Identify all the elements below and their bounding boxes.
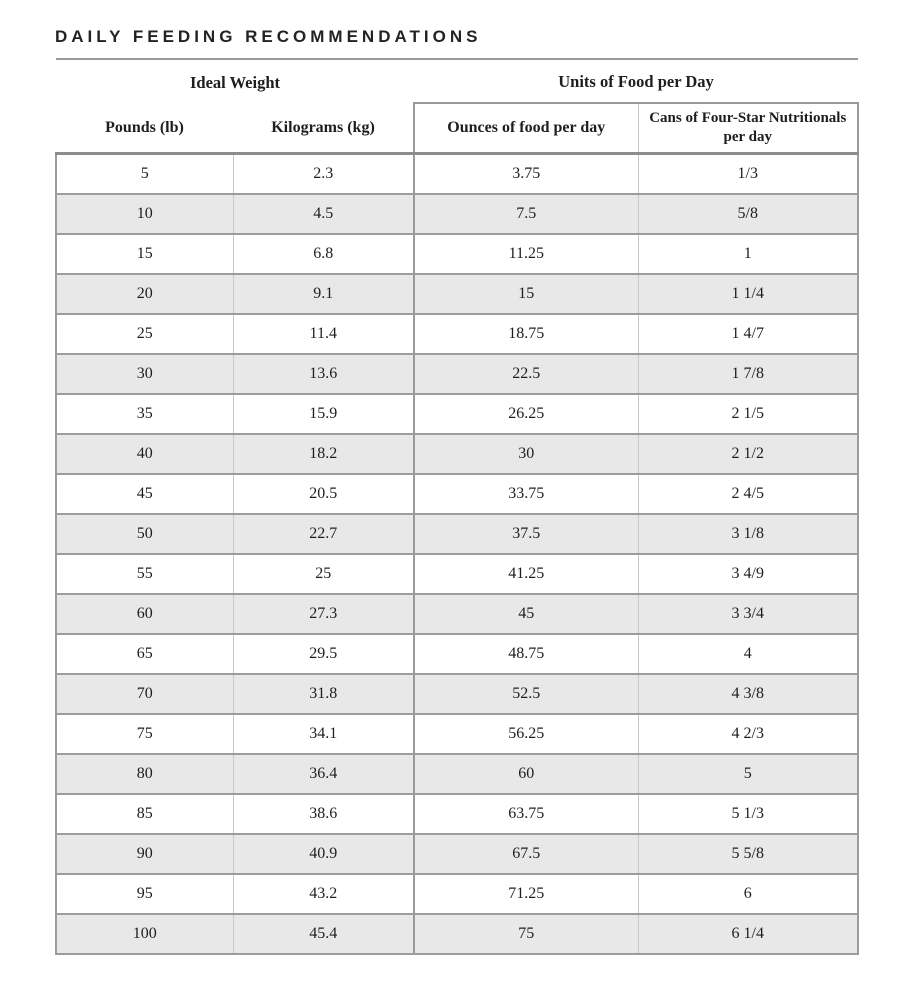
- table-cell: 30: [414, 434, 638, 474]
- table-cell: 6.8: [233, 234, 414, 274]
- table-cell: 20.5: [233, 474, 414, 514]
- group-header-units-of-food-per-day: Units of Food per Day: [414, 59, 858, 103]
- table-cell: 4.5: [233, 194, 414, 234]
- table-cell: 100: [56, 914, 233, 954]
- table-cell: 2 1/2: [638, 434, 858, 474]
- table-cell: 40.9: [233, 834, 414, 874]
- table-head: [56, 59, 858, 154]
- table-cell: 3 1/8: [638, 514, 858, 554]
- table-cell: 5 1/3: [638, 794, 858, 834]
- table-cell: 85: [56, 794, 233, 834]
- table-cell: 20: [56, 274, 233, 314]
- table-cell: 52.5: [414, 674, 638, 714]
- table-cell: 70: [56, 674, 233, 714]
- page-title: DAILY FEEDING RECOMMENDATIONS: [55, 27, 482, 46]
- table-cell: 38.6: [233, 794, 414, 834]
- table-body: [56, 154, 858, 955]
- table-cell: 4: [638, 634, 858, 674]
- table-cell: 22.7: [233, 514, 414, 554]
- table-cell: 34.1: [233, 714, 414, 754]
- table-cell: 3.75: [414, 154, 638, 195]
- table-row: [56, 154, 858, 195]
- table-cell: 27.3: [233, 594, 414, 634]
- table-cell: 5: [638, 754, 858, 794]
- table-row: [56, 434, 858, 474]
- table-row: [56, 754, 858, 794]
- table-cell: 37.5: [414, 514, 638, 554]
- table-row: [56, 514, 858, 554]
- table-cell: 9.1: [233, 274, 414, 314]
- table-cell: 30: [56, 354, 233, 394]
- table-cell: 1: [638, 234, 858, 274]
- table-cell: 26.25: [414, 394, 638, 434]
- table-cell: 3 3/4: [638, 594, 858, 634]
- table-cell: 6: [638, 874, 858, 914]
- table-cell: 67.5: [414, 834, 638, 874]
- table-row: [56, 914, 858, 954]
- table-row: [56, 354, 858, 394]
- table-cell: 43.2: [233, 874, 414, 914]
- table-row: [56, 474, 858, 514]
- table-cell: 75: [414, 914, 638, 954]
- table-cell: 75: [56, 714, 233, 754]
- table-cell: 2 1/5: [638, 394, 858, 434]
- table-cell: 6 1/4: [638, 914, 858, 954]
- table-cell: 80: [56, 754, 233, 794]
- table-cell: 45: [56, 474, 233, 514]
- table-cell: 45.4: [233, 914, 414, 954]
- table-cell: 5: [56, 154, 233, 195]
- table-cell: 25: [56, 314, 233, 354]
- table-row: [56, 674, 858, 714]
- table-cell: 29.5: [233, 634, 414, 674]
- table-cell: 25: [233, 554, 414, 594]
- table-row: [56, 234, 858, 274]
- column-header-row: [56, 103, 858, 154]
- table-cell: 2.3: [233, 154, 414, 195]
- table-cell: 41.25: [414, 554, 638, 594]
- column-header-cans-per-day: Cans of Four-Star Nutritionals per day: [638, 103, 858, 154]
- table-row: [56, 554, 858, 594]
- table-row: [56, 714, 858, 754]
- table-cell: 22.5: [414, 354, 638, 394]
- table-cell: 11.25: [414, 234, 638, 274]
- table-row: [56, 594, 858, 634]
- feeding-table: [55, 58, 859, 955]
- table-row: [56, 394, 858, 434]
- column-header-kilograms: Kilograms (kg): [233, 103, 414, 154]
- table-cell: 71.25: [414, 874, 638, 914]
- group-header-row: [56, 59, 858, 103]
- table-cell: 65: [56, 634, 233, 674]
- table-cell: 56.25: [414, 714, 638, 754]
- table-cell: 15: [414, 274, 638, 314]
- table-cell: 40: [56, 434, 233, 474]
- table-row: [56, 634, 858, 674]
- table-cell: 60: [414, 754, 638, 794]
- table-cell: 50: [56, 514, 233, 554]
- column-header-ounces-per-day: Ounces of food per day: [414, 103, 638, 154]
- table-cell: 95: [56, 874, 233, 914]
- table-row: [56, 274, 858, 314]
- table-cell: 1/3: [638, 154, 858, 195]
- table-cell: 55: [56, 554, 233, 594]
- table-cell: 15: [56, 234, 233, 274]
- table-cell: 1 7/8: [638, 354, 858, 394]
- table-cell: 35: [56, 394, 233, 434]
- table-cell: 33.75: [414, 474, 638, 514]
- table-row: [56, 874, 858, 914]
- table-cell: 48.75: [414, 634, 638, 674]
- table-cell: 18.75: [414, 314, 638, 354]
- table-cell: 4 3/8: [638, 674, 858, 714]
- table-cell: 4 2/3: [638, 714, 858, 754]
- table-row: [56, 794, 858, 834]
- table-cell: 5/8: [638, 194, 858, 234]
- table-cell: 18.2: [233, 434, 414, 474]
- table-cell: 13.6: [233, 354, 414, 394]
- table-cell: 7.5: [414, 194, 638, 234]
- group-header-ideal-weight: Ideal Weight: [56, 59, 414, 103]
- table-cell: 10: [56, 194, 233, 234]
- column-header-pounds: Pounds (lb): [56, 103, 233, 154]
- table-cell: 36.4: [233, 754, 414, 794]
- table-cell: 63.75: [414, 794, 638, 834]
- table-cell: 1 4/7: [638, 314, 858, 354]
- table-row: [56, 194, 858, 234]
- table-cell: 60: [56, 594, 233, 634]
- table-cell: 3 4/9: [638, 554, 858, 594]
- table-cell: 11.4: [233, 314, 414, 354]
- table-row: [56, 834, 858, 874]
- table-cell: 90: [56, 834, 233, 874]
- table-cell: 5 5/8: [638, 834, 858, 874]
- table-cell: 2 4/5: [638, 474, 858, 514]
- table-cell: 1 1/4: [638, 274, 858, 314]
- table-cell: 31.8: [233, 674, 414, 714]
- table-cell: 15.9: [233, 394, 414, 434]
- table-row: [56, 314, 858, 354]
- table-cell: 45: [414, 594, 638, 634]
